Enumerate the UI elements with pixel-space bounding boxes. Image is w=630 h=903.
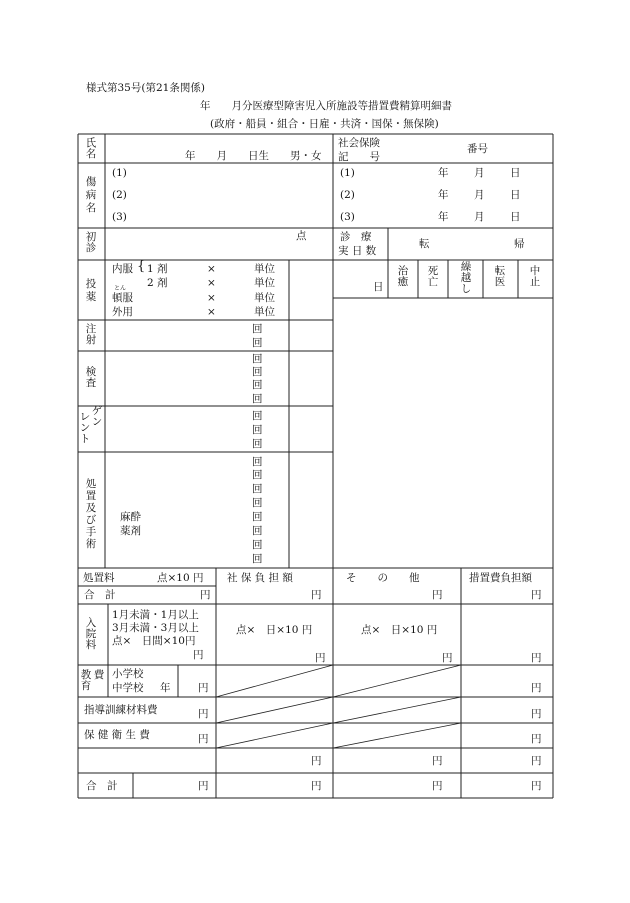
procedure-count-3: 回: [252, 483, 263, 495]
treat-days-label-1: 診 療: [340, 231, 372, 243]
exam-count-1: 回: [252, 353, 263, 365]
injection-label: 注射: [85, 323, 97, 346]
procedure-count-6: 回: [252, 525, 263, 537]
other-yen-1: 円: [432, 589, 443, 601]
grand-total-yen: 円: [198, 780, 209, 792]
disease-date-2-index: (2): [340, 189, 355, 201]
xray-count-1: 回: [252, 410, 263, 422]
burden-admission-yen: 円: [531, 652, 542, 664]
exam-count-2: 回: [252, 366, 263, 378]
birth-date-text: 年 月 日生: [185, 150, 269, 162]
other-total-yen: 円: [432, 780, 443, 792]
exam-count-4: 回: [252, 393, 263, 405]
drug-label: 薬剤: [120, 525, 141, 537]
tonpuku-ruby: とん: [114, 285, 127, 292]
exam-label: 検査: [85, 366, 97, 389]
gaiyo-label: 外用: [112, 306, 133, 318]
brace-mark: {: [137, 259, 146, 274]
form-number: 様式第35号(第21条関係): [86, 82, 205, 94]
other-admission-yen: 円: [442, 652, 453, 664]
disease-date-2-day: 日: [510, 189, 521, 201]
treat-days-unit: 日: [373, 281, 384, 293]
admission-line-3: 点× 日間×10円: [112, 635, 196, 647]
transfer-label: 転: [419, 238, 430, 250]
procedure-count-7: 回: [252, 539, 263, 551]
tonpuku-label: 頓服: [112, 292, 133, 304]
medication-label: 投薬: [85, 278, 97, 303]
education-label-col2: 費: [93, 669, 105, 681]
social-admission-yen: 円: [315, 652, 326, 664]
number-label: 番号: [467, 143, 488, 155]
fee-total-yen: 円: [200, 589, 211, 601]
first-visit-unit: 点: [296, 230, 307, 242]
name-label: 氏名: [85, 137, 97, 160]
junior-label: 中学校: [112, 682, 144, 694]
social-admission-calc: 点× 日×10 円: [236, 624, 313, 636]
unit-2: 単位: [254, 277, 275, 289]
burden-header: 措置費負担額: [469, 572, 532, 584]
guidance-yen: 円: [198, 708, 209, 720]
disease-item-1: (1): [112, 167, 127, 179]
unit-1: 単位: [254, 263, 275, 275]
outcome-death: 死亡: [427, 265, 439, 288]
procedure-count-8: 回: [252, 553, 263, 565]
dose-1-label: 1 剤: [147, 263, 168, 275]
fee-total-label: 合 計: [84, 589, 116, 601]
times-2: ×: [207, 277, 216, 289]
disease-date-1-month: 月: [474, 167, 485, 179]
anesthesia-label: 麻酔: [120, 511, 141, 523]
procedure-count-1: 回: [252, 456, 263, 468]
social-yen-1: 円: [311, 589, 322, 601]
education-label-col1: 教育: [80, 669, 92, 692]
symbol-label: 記 号: [338, 151, 380, 163]
admission-yen: 円: [193, 649, 204, 661]
disease-label: 傷病名: [85, 176, 97, 214]
form-subtitle: (政府・船員・組合・日雇・共済・国保・無保険): [210, 118, 439, 130]
burden-total-yen: 円: [531, 780, 542, 792]
naifuku-label: 内服: [112, 263, 133, 275]
disease-date-1-day: 日: [510, 167, 521, 179]
outcome-carryover: 繰越し: [460, 261, 472, 295]
xray-label-col1: レント: [79, 411, 91, 445]
exam-count-3: 回: [252, 379, 263, 391]
grand-total-label: 合 計: [86, 780, 118, 792]
xray-label-col2: ゲン: [91, 405, 103, 428]
disease-date-1-year: 年: [438, 167, 449, 179]
burden-guidance-yen: 円: [531, 708, 542, 720]
guidance-label: 指導訓練材料費: [84, 704, 158, 716]
unit-4: 単位: [254, 306, 275, 318]
admission-label: 入院料: [85, 617, 97, 651]
burden-blank-yen: 円: [531, 755, 542, 767]
disease-date-3-year: 年: [438, 211, 449, 223]
dose-2-label: 2 剤: [147, 277, 168, 289]
health-yen: 円: [198, 733, 209, 745]
disease-date-2-year: 年: [438, 189, 449, 201]
elementary-label: 小学校: [112, 668, 144, 680]
outcome-transfer-hospital: 転医: [494, 265, 506, 288]
disease-date-2-month: 月: [474, 189, 485, 201]
disease-date-3-month: 月: [474, 211, 485, 223]
procedure-count-5: 回: [252, 511, 263, 523]
injection-count-2: 回: [252, 337, 263, 349]
times-4: ×: [207, 306, 216, 318]
grade-label: 年: [160, 682, 171, 694]
unit-3: 単位: [254, 292, 275, 304]
other-header: そ の 他: [346, 572, 420, 584]
procedure-count-2: 回: [252, 469, 263, 481]
times-1: ×: [207, 263, 216, 275]
form-title: 年 月分医療型障害児入所施設等措置費精算明細書: [200, 100, 452, 112]
social-blank-yen: 円: [311, 755, 322, 767]
sex-options: 男・女: [290, 150, 322, 162]
health-label: 保 健 衛 生 費: [84, 729, 150, 741]
burden-yen-1: 円: [531, 589, 542, 601]
disease-item-3: (3): [112, 211, 127, 223]
other-blank-yen: 円: [432, 755, 443, 767]
disease-date-1-index: (1): [340, 167, 355, 179]
procedure-count-4: 回: [252, 497, 263, 509]
xray-count-3: 回: [252, 438, 263, 450]
procedure-fee-label: 処置料: [83, 572, 115, 584]
admission-line-1: 1月未満・1月以上: [112, 609, 199, 621]
injection-count-1: 回: [252, 323, 263, 335]
return-label: 帰: [514, 238, 525, 250]
disease-item-2: (2): [112, 189, 127, 201]
per-point-label: 点×10 円: [157, 572, 204, 584]
disease-date-3-index: (3): [340, 211, 355, 223]
xray-count-2: 回: [252, 424, 263, 436]
social-insurance-label: 社会保険: [338, 137, 380, 149]
outcome-cured: 治癒: [397, 265, 409, 288]
outcome-discontinue: 中止: [529, 265, 541, 288]
social-total-yen: 円: [311, 780, 322, 792]
education-yen: 円: [198, 682, 209, 694]
disease-date-3-day: 日: [510, 211, 521, 223]
burden-health-yen: 円: [531, 733, 542, 745]
treat-days-label-2: 実 日 数: [338, 245, 377, 257]
other-admission-calc: 点× 日×10 円: [361, 624, 438, 636]
burden-education-yen: 円: [531, 682, 542, 694]
procedure-label: 処置及び手術: [85, 478, 97, 550]
admission-line-2: 3月未満・3月以上: [112, 622, 199, 634]
times-3: ×: [207, 292, 216, 304]
social-burden-header: 社 保 負 担 額: [227, 572, 293, 584]
first-visit-label: 初診: [85, 231, 97, 254]
